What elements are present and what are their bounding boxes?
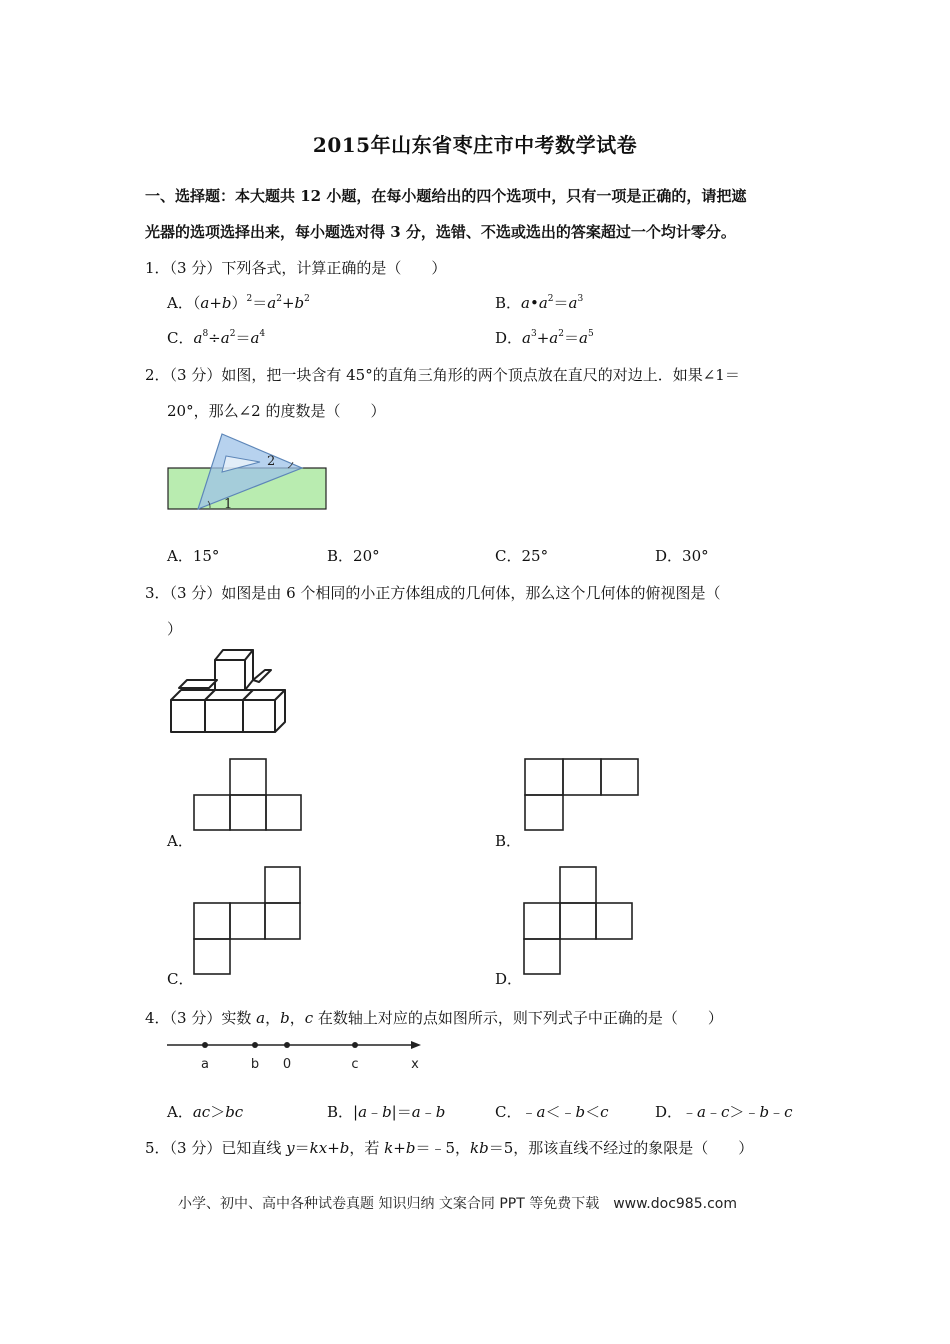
q3-option-b-label: B． [495,832,522,850]
axis-label-x: x [411,1057,419,1072]
q4-option-d: D．﹣a﹣c＞﹣b﹣c [655,1103,793,1121]
q4-number-line [165,1034,430,1076]
q4-stem: 4．（3 分）实数 a，b，c 在数轴上对应的点如图所示，则下列式子中正确的是（ ） [145,1009,723,1027]
q2-option-c: C．25° [495,547,549,565]
q2-option-d: D．30° [655,547,709,565]
angle-1-label: 1 [224,497,233,512]
axis-label-0: 0 [282,1057,292,1072]
q3-option-b-figure [523,758,641,832]
page-title: 2015年山东省枣庄市中考数学试卷 [312,133,638,157]
q1-option-c: C．$a^8\div a^2=a^4$ [167,329,266,347]
q3-option-d-figure [522,866,636,976]
q1-stem: 1．（3 分）下列各式，计算正确的是（ ） [145,259,447,277]
q3-option-c-figure [192,866,304,976]
q4-option-c: C．﹣a＜﹣b＜c [495,1103,609,1121]
q5-stem: 5．（3 分）已知直线 y＝kx+b，若 k+b＝﹣5，kb＝5，那该直线不经过的象限是（ ） [145,1139,754,1157]
q1-option-b: B．$a•a^2=a^3$ [495,294,584,312]
q2-option-a: A．15° [167,547,220,565]
q3-stem-line1: 3．（3 分）如图是由 6 个相同的小正方体组成的几何体，那么这个几何体的俯视图是（ [145,584,721,602]
section-heading-line2: 光器的选项选择出来，每小题选对得 3 分，选错、不选或选出的答案超过一个均计零分。 [145,223,736,241]
q3-option-d-label: D． [495,970,523,988]
section-heading-line1: 一、选择题：本大题共 12 小题，在每小题给出的四个选项中，只有一项是正确的，请把遮 [145,187,747,205]
angle-2-label: 2 [267,454,276,469]
page-footer: 小学、初中、高中各种试卷真题 知识归纳 文案合同 PPT 等免费下载 www.doc985.com [178,1196,737,1212]
axis-label-b: b [250,1057,260,1072]
q2-option-b: B．20° [327,547,380,565]
q1-option-a: A．$(a+b)^2=a^2+b^2$ [167,294,310,312]
q3-option-a-label: A． [167,832,193,850]
axis-label-c: c [351,1057,359,1072]
q2-stem-line2: 20°，那么∠2 的度数是（ ） [167,402,386,420]
q3-stem-line2: ） [167,620,183,638]
q2-stem-line1: 2．（3 分）如图，把一块含有 45°的直角三角形的两个顶点放在直尺的对边上．如果∠1＝ [145,366,740,384]
q3-cube-figure [165,648,295,738]
axis-label-a: a [201,1057,209,1072]
q3-option-c-label: C． [167,970,194,988]
q1-option-d: D．$a^3+a^2=a^5$ [495,329,594,347]
q4-option-b: B．|a﹣b|＝a﹣b [327,1103,446,1121]
q4-option-a: A．ac＞bc [167,1103,244,1121]
q3-option-a-figure [192,758,304,832]
q2-figure-ruler-triangle [160,428,340,518]
